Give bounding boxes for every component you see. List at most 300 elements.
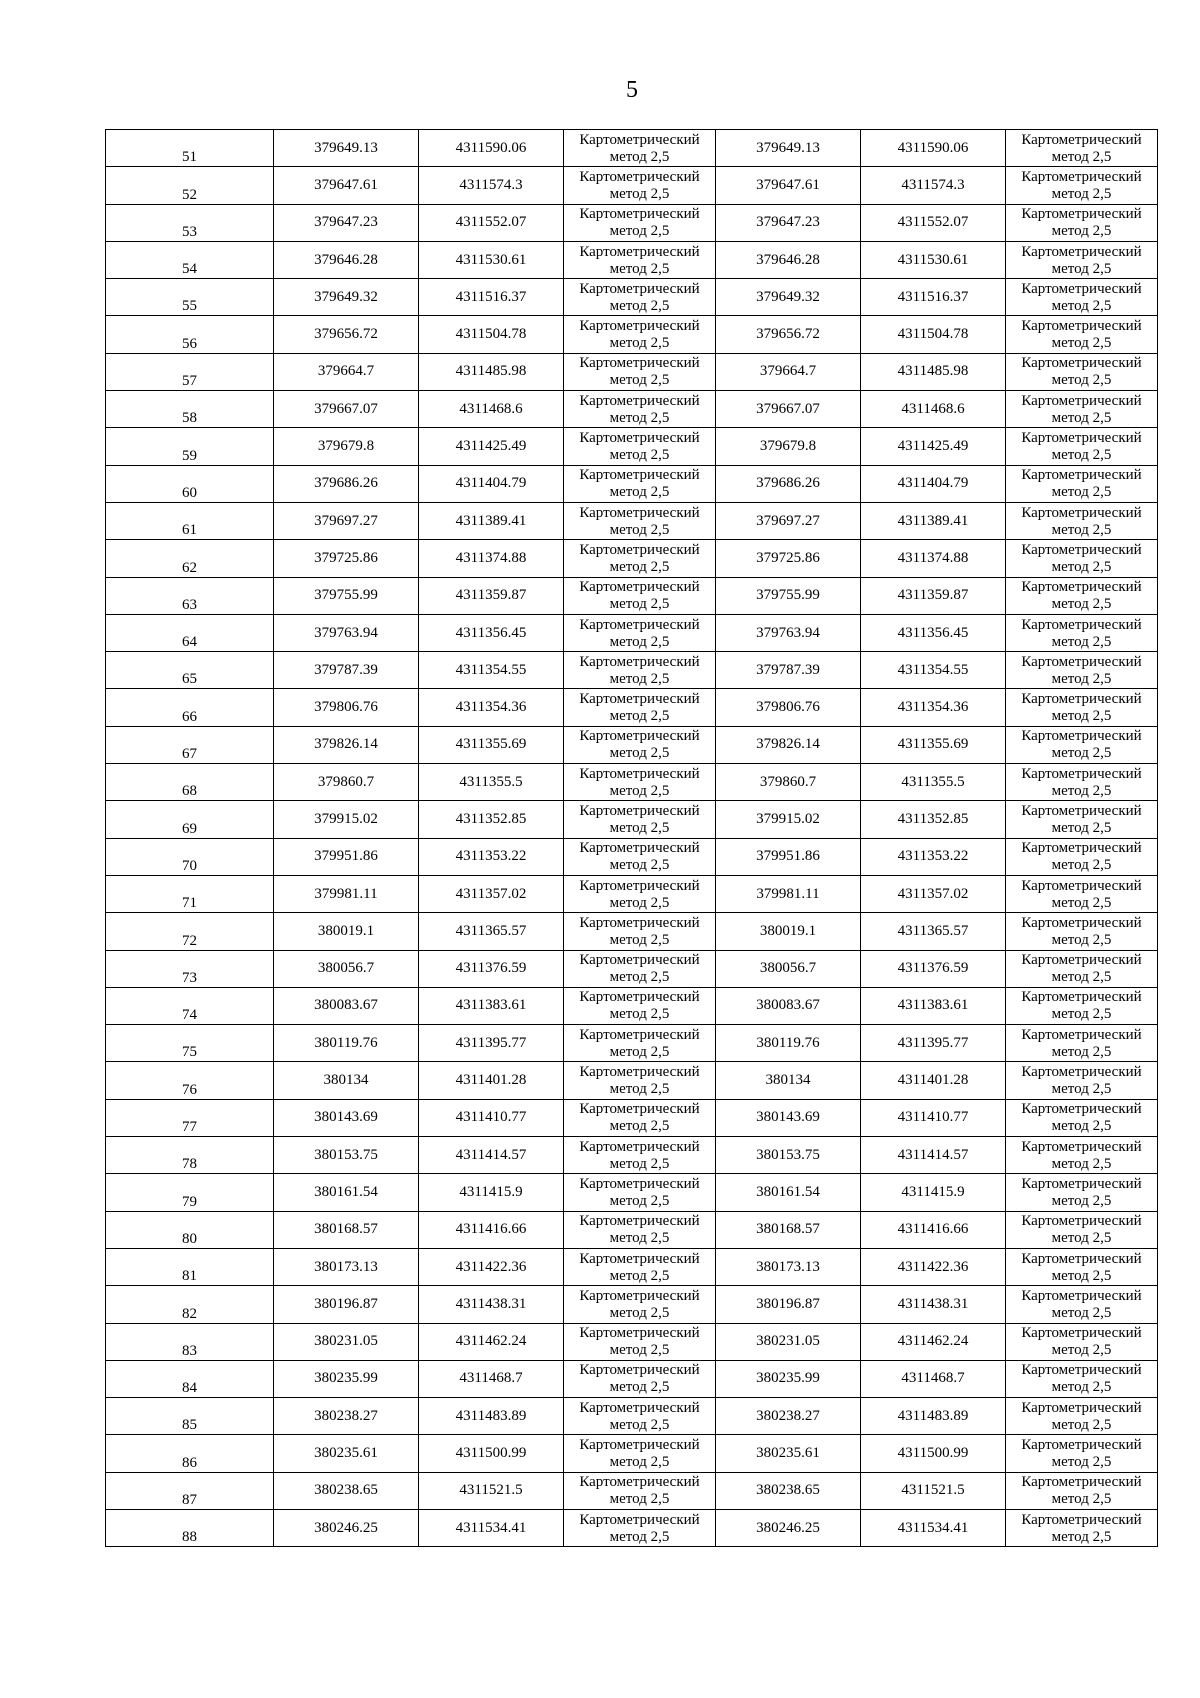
- x-coordinate-cell: 380134: [716, 1062, 861, 1099]
- x-coordinate-cell: 379649.32: [274, 279, 419, 316]
- x-coordinate-cell: 380153.75: [716, 1137, 861, 1174]
- x-coordinate-cell: 380083.67: [274, 987, 419, 1024]
- method-cell: [564, 1099, 716, 1136]
- method-cell: [1006, 1398, 1158, 1435]
- method-cell: [1006, 1435, 1158, 1472]
- table-row: [106, 428, 1158, 465]
- method-cell: [564, 1211, 716, 1248]
- method-accuracy: метод 2,5: [1051, 409, 1112, 426]
- method-name: Картометрический: [1021, 280, 1142, 297]
- method-accuracy: метод 2,5: [609, 1491, 670, 1508]
- y-coordinate-cell: 4311401.28: [419, 1062, 564, 1099]
- method-cell: [1006, 465, 1158, 502]
- point-number-cell: 60: [106, 465, 274, 502]
- method-name: Картометрический: [1021, 1064, 1142, 1081]
- method-cell: [564, 1062, 716, 1099]
- method-accuracy: метод 2,5: [1051, 969, 1112, 986]
- method-cell: [564, 1323, 716, 1360]
- point-number-cell: 65: [106, 652, 274, 689]
- method-name: Картометрический: [1021, 1175, 1142, 1192]
- method-name: Картометрический: [1021, 1250, 1142, 1267]
- method-cell: [1006, 764, 1158, 801]
- table-row: [106, 987, 1158, 1024]
- x-coordinate-cell: 379860.7: [274, 764, 419, 801]
- y-coordinate-cell: 4311353.22: [861, 838, 1006, 875]
- method-cell: [564, 950, 716, 987]
- method-cell: [1006, 801, 1158, 838]
- method-accuracy: метод 2,5: [1051, 148, 1112, 165]
- method-cell: [1006, 1137, 1158, 1174]
- method-accuracy: метод 2,5: [609, 1006, 670, 1023]
- method-accuracy: метод 2,5: [609, 223, 670, 240]
- x-coordinate-cell: 380231.05: [274, 1323, 419, 1360]
- method-accuracy: метод 2,5: [1051, 1043, 1112, 1060]
- method-accuracy: метод 2,5: [609, 372, 670, 389]
- x-coordinate-cell: 379826.14: [274, 726, 419, 763]
- table-row: [106, 130, 1158, 167]
- method-accuracy: метод 2,5: [609, 484, 670, 501]
- method-cell: [564, 279, 716, 316]
- method-name: Картометрический: [1021, 504, 1142, 521]
- point-number-cell: 86: [106, 1435, 274, 1472]
- table-row: [106, 465, 1158, 502]
- y-coordinate-cell: 4311395.77: [419, 1025, 564, 1062]
- method-cell: [564, 391, 716, 428]
- table-row: [106, 689, 1158, 726]
- x-coordinate-cell: 380143.69: [716, 1099, 861, 1136]
- y-coordinate-cell: 4311376.59: [861, 950, 1006, 987]
- method-accuracy: метод 2,5: [1051, 819, 1112, 836]
- method-name: Картометрический: [1021, 1101, 1142, 1118]
- table-row: [106, 1211, 1158, 1248]
- x-coordinate-cell: 379697.27: [716, 502, 861, 539]
- y-coordinate-cell: 4311468.6: [419, 391, 564, 428]
- point-number-cell: 56: [106, 316, 274, 353]
- x-coordinate-cell: 380083.67: [716, 987, 861, 1024]
- table-row: [106, 1099, 1158, 1136]
- method-cell: [1006, 1360, 1158, 1397]
- method-accuracy: метод 2,5: [609, 447, 670, 464]
- point-number-cell: 51: [106, 130, 274, 167]
- y-coordinate-cell: 4311415.9: [861, 1174, 1006, 1211]
- point-number-cell: 69: [106, 801, 274, 838]
- method-accuracy: метод 2,5: [1051, 1267, 1112, 1284]
- x-coordinate-cell: 380173.13: [274, 1248, 419, 1285]
- method-cell: [564, 167, 716, 204]
- method-name: Картометрический: [579, 877, 700, 894]
- y-coordinate-cell: 4311404.79: [419, 465, 564, 502]
- method-name: Картометрический: [579, 1511, 700, 1528]
- method-name: Картометрический: [579, 430, 700, 447]
- method-cell: [1006, 1472, 1158, 1509]
- method-accuracy: метод 2,5: [609, 335, 670, 352]
- method-accuracy: метод 2,5: [609, 1043, 670, 1060]
- x-coordinate-cell: 379981.11: [274, 875, 419, 912]
- x-coordinate-cell: 379725.86: [274, 540, 419, 577]
- table-row: [106, 167, 1158, 204]
- method-accuracy: метод 2,5: [609, 148, 670, 165]
- method-cell: [1006, 1509, 1158, 1546]
- method-name: Картометрический: [579, 616, 700, 633]
- method-name: Картометрический: [1021, 1287, 1142, 1304]
- method-cell: [564, 1137, 716, 1174]
- method-cell: [564, 1360, 716, 1397]
- method-cell: [564, 1248, 716, 1285]
- y-coordinate-cell: 4311415.9: [419, 1174, 564, 1211]
- method-cell: [1006, 167, 1158, 204]
- method-name: Картометрический: [1021, 1026, 1142, 1043]
- method-name: Картометрический: [579, 243, 700, 260]
- method-accuracy: метод 2,5: [1051, 1491, 1112, 1508]
- point-number-cell: 59: [106, 428, 274, 465]
- x-coordinate-cell: 380119.76: [274, 1025, 419, 1062]
- method-accuracy: метод 2,5: [609, 1528, 670, 1545]
- method-accuracy: метод 2,5: [1051, 335, 1112, 352]
- x-coordinate-cell: 380246.25: [716, 1509, 861, 1546]
- table-row: [106, 764, 1158, 801]
- table-row: [106, 838, 1158, 875]
- method-name: Картометрический: [579, 1362, 700, 1379]
- y-coordinate-cell: 4311468.7: [419, 1360, 564, 1397]
- method-cell: [1006, 1211, 1158, 1248]
- method-cell: [1006, 875, 1158, 912]
- x-coordinate-cell: 379763.94: [716, 614, 861, 651]
- method-accuracy: метод 2,5: [1051, 1192, 1112, 1209]
- y-coordinate-cell: 4311395.77: [861, 1025, 1006, 1062]
- table-row: [106, 241, 1158, 278]
- y-coordinate-cell: 4311438.31: [419, 1286, 564, 1323]
- method-accuracy: метод 2,5: [609, 745, 670, 762]
- method-accuracy: метод 2,5: [1051, 372, 1112, 389]
- y-coordinate-cell: 4311462.24: [419, 1323, 564, 1360]
- point-number-cell: 54: [106, 241, 274, 278]
- y-coordinate-cell: 4311352.85: [419, 801, 564, 838]
- table-row: [106, 1025, 1158, 1062]
- x-coordinate-cell: 379656.72: [716, 316, 861, 353]
- method-name: Картометрический: [579, 541, 700, 558]
- x-coordinate-cell: 380119.76: [716, 1025, 861, 1062]
- method-accuracy: метод 2,5: [609, 894, 670, 911]
- method-accuracy: метод 2,5: [609, 1081, 670, 1098]
- method-cell: [564, 204, 716, 241]
- method-cell: [1006, 1099, 1158, 1136]
- method-name: Картометрический: [1021, 653, 1142, 670]
- method-name: Картометрический: [1021, 1474, 1142, 1491]
- method-name: Картометрический: [1021, 616, 1142, 633]
- y-coordinate-cell: 4311483.89: [419, 1398, 564, 1435]
- method-name: Картометрический: [579, 1250, 700, 1267]
- method-name: Картометрический: [579, 1026, 700, 1043]
- x-coordinate-cell: 379656.72: [274, 316, 419, 353]
- method-name: Картометрический: [1021, 728, 1142, 745]
- table-row: [106, 1509, 1158, 1546]
- method-name: Картометрический: [579, 1287, 700, 1304]
- y-coordinate-cell: 4311354.36: [861, 689, 1006, 726]
- y-coordinate-cell: 4311374.88: [419, 540, 564, 577]
- method-name: Картометрический: [1021, 877, 1142, 894]
- x-coordinate-cell: 379826.14: [716, 726, 861, 763]
- method-cell: [1006, 279, 1158, 316]
- table-row: [106, 1286, 1158, 1323]
- table-row: [106, 204, 1158, 241]
- method-name: Картометрический: [579, 131, 700, 148]
- method-cell: [564, 614, 716, 651]
- method-accuracy: метод 2,5: [1051, 745, 1112, 762]
- method-cell: [564, 875, 716, 912]
- method-cell: [1006, 502, 1158, 539]
- y-coordinate-cell: 4311359.87: [861, 577, 1006, 614]
- method-cell: [564, 913, 716, 950]
- x-coordinate-cell: 380238.27: [716, 1398, 861, 1435]
- x-coordinate-cell: 379787.39: [716, 652, 861, 689]
- method-name: Картометрический: [579, 840, 700, 857]
- point-number-cell: 57: [106, 353, 274, 390]
- table-row: [106, 502, 1158, 539]
- method-accuracy: метод 2,5: [1051, 1528, 1112, 1545]
- method-name: Картометрический: [1021, 168, 1142, 185]
- table-row: [106, 577, 1158, 614]
- point-number-cell: 64: [106, 614, 274, 651]
- method-cell: [1006, 1248, 1158, 1285]
- method-cell: [564, 1025, 716, 1062]
- method-accuracy: метод 2,5: [1051, 558, 1112, 575]
- y-coordinate-cell: 4311355.5: [419, 764, 564, 801]
- y-coordinate-cell: 4311353.22: [419, 838, 564, 875]
- point-number-cell: 72: [106, 913, 274, 950]
- method-accuracy: метод 2,5: [1051, 1304, 1112, 1321]
- y-coordinate-cell: 4311383.61: [861, 987, 1006, 1024]
- x-coordinate-cell: 379755.99: [274, 577, 419, 614]
- method-accuracy: метод 2,5: [1051, 1230, 1112, 1247]
- method-name: Картометрический: [1021, 1325, 1142, 1342]
- method-name: Картометрический: [1021, 1399, 1142, 1416]
- method-name: Картометрический: [579, 653, 700, 670]
- x-coordinate-cell: 379686.26: [274, 465, 419, 502]
- method-accuracy: метод 2,5: [1051, 1081, 1112, 1098]
- y-coordinate-cell: 4311485.98: [419, 353, 564, 390]
- method-accuracy: метод 2,5: [1051, 447, 1112, 464]
- y-coordinate-cell: 4311534.41: [861, 1509, 1006, 1546]
- method-accuracy: метод 2,5: [1051, 223, 1112, 240]
- x-coordinate-cell: 380168.57: [274, 1211, 419, 1248]
- method-name: Картометрический: [1021, 1437, 1142, 1454]
- y-coordinate-cell: 4311359.87: [419, 577, 564, 614]
- x-coordinate-cell: 380056.7: [274, 950, 419, 987]
- point-number-cell: 68: [106, 764, 274, 801]
- x-coordinate-cell: 379915.02: [274, 801, 419, 838]
- method-accuracy: метод 2,5: [609, 969, 670, 986]
- y-coordinate-cell: 4311355.5: [861, 764, 1006, 801]
- method-accuracy: метод 2,5: [1051, 931, 1112, 948]
- y-coordinate-cell: 4311354.55: [861, 652, 1006, 689]
- y-coordinate-cell: 4311352.85: [861, 801, 1006, 838]
- y-coordinate-cell: 4311401.28: [861, 1062, 1006, 1099]
- method-accuracy: метод 2,5: [1051, 1006, 1112, 1023]
- x-coordinate-cell: 380134: [274, 1062, 419, 1099]
- method-name: Картометрический: [579, 1474, 700, 1491]
- method-cell: [564, 577, 716, 614]
- x-coordinate-cell: 379697.27: [274, 502, 419, 539]
- method-accuracy: метод 2,5: [609, 521, 670, 538]
- y-coordinate-cell: 4311504.78: [861, 316, 1006, 353]
- point-number-cell: 83: [106, 1323, 274, 1360]
- method-name: Картометрический: [579, 504, 700, 521]
- y-coordinate-cell: 4311574.3: [861, 167, 1006, 204]
- x-coordinate-cell: 379806.76: [274, 689, 419, 726]
- method-accuracy: метод 2,5: [1051, 596, 1112, 613]
- x-coordinate-cell: 379664.7: [274, 353, 419, 390]
- x-coordinate-cell: 379646.28: [716, 241, 861, 278]
- x-coordinate-cell: 380153.75: [274, 1137, 419, 1174]
- method-name: Картометрический: [1021, 802, 1142, 819]
- x-coordinate-cell: 379647.23: [716, 204, 861, 241]
- x-coordinate-cell: 379667.07: [716, 391, 861, 428]
- x-coordinate-cell: 379860.7: [716, 764, 861, 801]
- y-coordinate-cell: 4311422.36: [419, 1248, 564, 1285]
- method-name: Картометрический: [1021, 430, 1142, 447]
- y-coordinate-cell: 4311365.57: [419, 913, 564, 950]
- page-number: 5: [626, 77, 638, 103]
- table-row: [106, 950, 1158, 987]
- method-accuracy: метод 2,5: [609, 1118, 670, 1135]
- method-cell: [1006, 428, 1158, 465]
- y-coordinate-cell: 4311425.49: [861, 428, 1006, 465]
- method-name: Картометрический: [1021, 840, 1142, 857]
- method-name: Картометрический: [1021, 691, 1142, 708]
- method-cell: [564, 1174, 716, 1211]
- method-accuracy: метод 2,5: [1051, 857, 1112, 874]
- y-coordinate-cell: 4311483.89: [861, 1398, 1006, 1435]
- y-coordinate-cell: 4311521.5: [861, 1472, 1006, 1509]
- method-cell: [564, 1398, 716, 1435]
- x-coordinate-cell: 379649.13: [716, 130, 861, 167]
- method-cell: [1006, 241, 1158, 278]
- point-number-cell: 55: [106, 279, 274, 316]
- method-accuracy: метод 2,5: [1051, 484, 1112, 501]
- method-accuracy: метод 2,5: [1051, 1416, 1112, 1433]
- y-coordinate-cell: 4311355.69: [419, 726, 564, 763]
- method-cell: [564, 838, 716, 875]
- method-accuracy: метод 2,5: [1051, 1118, 1112, 1135]
- method-cell: [1006, 391, 1158, 428]
- y-coordinate-cell: 4311516.37: [861, 279, 1006, 316]
- method-cell: [1006, 540, 1158, 577]
- method-cell: [1006, 950, 1158, 987]
- y-coordinate-cell: 4311504.78: [419, 316, 564, 353]
- method-accuracy: метод 2,5: [1051, 670, 1112, 687]
- y-coordinate-cell: 4311468.7: [861, 1360, 1006, 1397]
- method-cell: [564, 130, 716, 167]
- x-coordinate-cell: 379951.86: [274, 838, 419, 875]
- x-coordinate-cell: 379646.28: [274, 241, 419, 278]
- y-coordinate-cell: 4311521.5: [419, 1472, 564, 1509]
- method-name: Картометрический: [1021, 952, 1142, 969]
- x-coordinate-cell: 379806.76: [716, 689, 861, 726]
- method-cell: [564, 764, 716, 801]
- y-coordinate-cell: 4311414.57: [861, 1137, 1006, 1174]
- y-coordinate-cell: 4311389.41: [861, 502, 1006, 539]
- method-name: Картометрический: [1021, 541, 1142, 558]
- method-cell: [564, 428, 716, 465]
- x-coordinate-cell: 379725.86: [716, 540, 861, 577]
- table-row: [106, 1174, 1158, 1211]
- method-name: Картометрический: [1021, 318, 1142, 335]
- method-name: Картометрический: [579, 765, 700, 782]
- x-coordinate-cell: 379686.26: [716, 465, 861, 502]
- y-coordinate-cell: 4311356.45: [861, 614, 1006, 651]
- method-accuracy: метод 2,5: [609, 1416, 670, 1433]
- y-coordinate-cell: 4311410.77: [419, 1099, 564, 1136]
- method-accuracy: метод 2,5: [1051, 521, 1112, 538]
- y-coordinate-cell: 4311410.77: [861, 1099, 1006, 1136]
- method-cell: [1006, 689, 1158, 726]
- method-name: Картометрический: [579, 1175, 700, 1192]
- method-cell: [1006, 130, 1158, 167]
- x-coordinate-cell: 379981.11: [716, 875, 861, 912]
- table-row: [106, 875, 1158, 912]
- method-name: Картометрический: [579, 1101, 700, 1118]
- x-coordinate-cell: 380235.99: [716, 1360, 861, 1397]
- method-cell: [1006, 1323, 1158, 1360]
- method-accuracy: метод 2,5: [609, 1267, 670, 1284]
- x-coordinate-cell: 380235.99: [274, 1360, 419, 1397]
- method-name: Картометрический: [1021, 989, 1142, 1006]
- table-row: [106, 614, 1158, 651]
- method-cell: [1006, 353, 1158, 390]
- method-accuracy: метод 2,5: [609, 708, 670, 725]
- method-name: Картометрический: [579, 1064, 700, 1081]
- method-accuracy: метод 2,5: [1051, 297, 1112, 314]
- point-number-cell: 81: [106, 1248, 274, 1285]
- point-number-cell: 78: [106, 1137, 274, 1174]
- table-row: [106, 652, 1158, 689]
- x-coordinate-cell: 379951.86: [716, 838, 861, 875]
- method-accuracy: метод 2,5: [609, 1454, 670, 1471]
- method-accuracy: метод 2,5: [609, 1230, 670, 1247]
- method-cell: [564, 726, 716, 763]
- y-coordinate-cell: 4311438.31: [861, 1286, 1006, 1323]
- method-name: Картометрический: [579, 1213, 700, 1230]
- method-cell: [564, 502, 716, 539]
- y-coordinate-cell: 4311356.45: [419, 614, 564, 651]
- y-coordinate-cell: 4311374.88: [861, 540, 1006, 577]
- method-accuracy: метод 2,5: [609, 819, 670, 836]
- table-row: [106, 913, 1158, 950]
- y-coordinate-cell: 4311416.66: [861, 1211, 1006, 1248]
- x-coordinate-cell: 380238.65: [716, 1472, 861, 1509]
- table-row: [106, 1137, 1158, 1174]
- method-cell: [564, 1435, 716, 1472]
- x-coordinate-cell: 379755.99: [716, 577, 861, 614]
- x-coordinate-cell: 380143.69: [274, 1099, 419, 1136]
- table-row: [106, 391, 1158, 428]
- x-coordinate-cell: 379647.23: [274, 204, 419, 241]
- method-name: Картометрический: [579, 168, 700, 185]
- table-row: [106, 801, 1158, 838]
- method-name: Картометрический: [579, 952, 700, 969]
- method-name: Картометрический: [579, 802, 700, 819]
- table-row: [106, 1472, 1158, 1509]
- method-cell: [1006, 204, 1158, 241]
- table-row: [106, 1062, 1158, 1099]
- x-coordinate-cell: 379787.39: [274, 652, 419, 689]
- method-accuracy: метод 2,5: [609, 1192, 670, 1209]
- y-coordinate-cell: 4311376.59: [419, 950, 564, 987]
- method-cell: [1006, 1062, 1158, 1099]
- y-coordinate-cell: 4311530.61: [861, 241, 1006, 278]
- method-name: Картометрический: [579, 318, 700, 335]
- method-accuracy: метод 2,5: [609, 670, 670, 687]
